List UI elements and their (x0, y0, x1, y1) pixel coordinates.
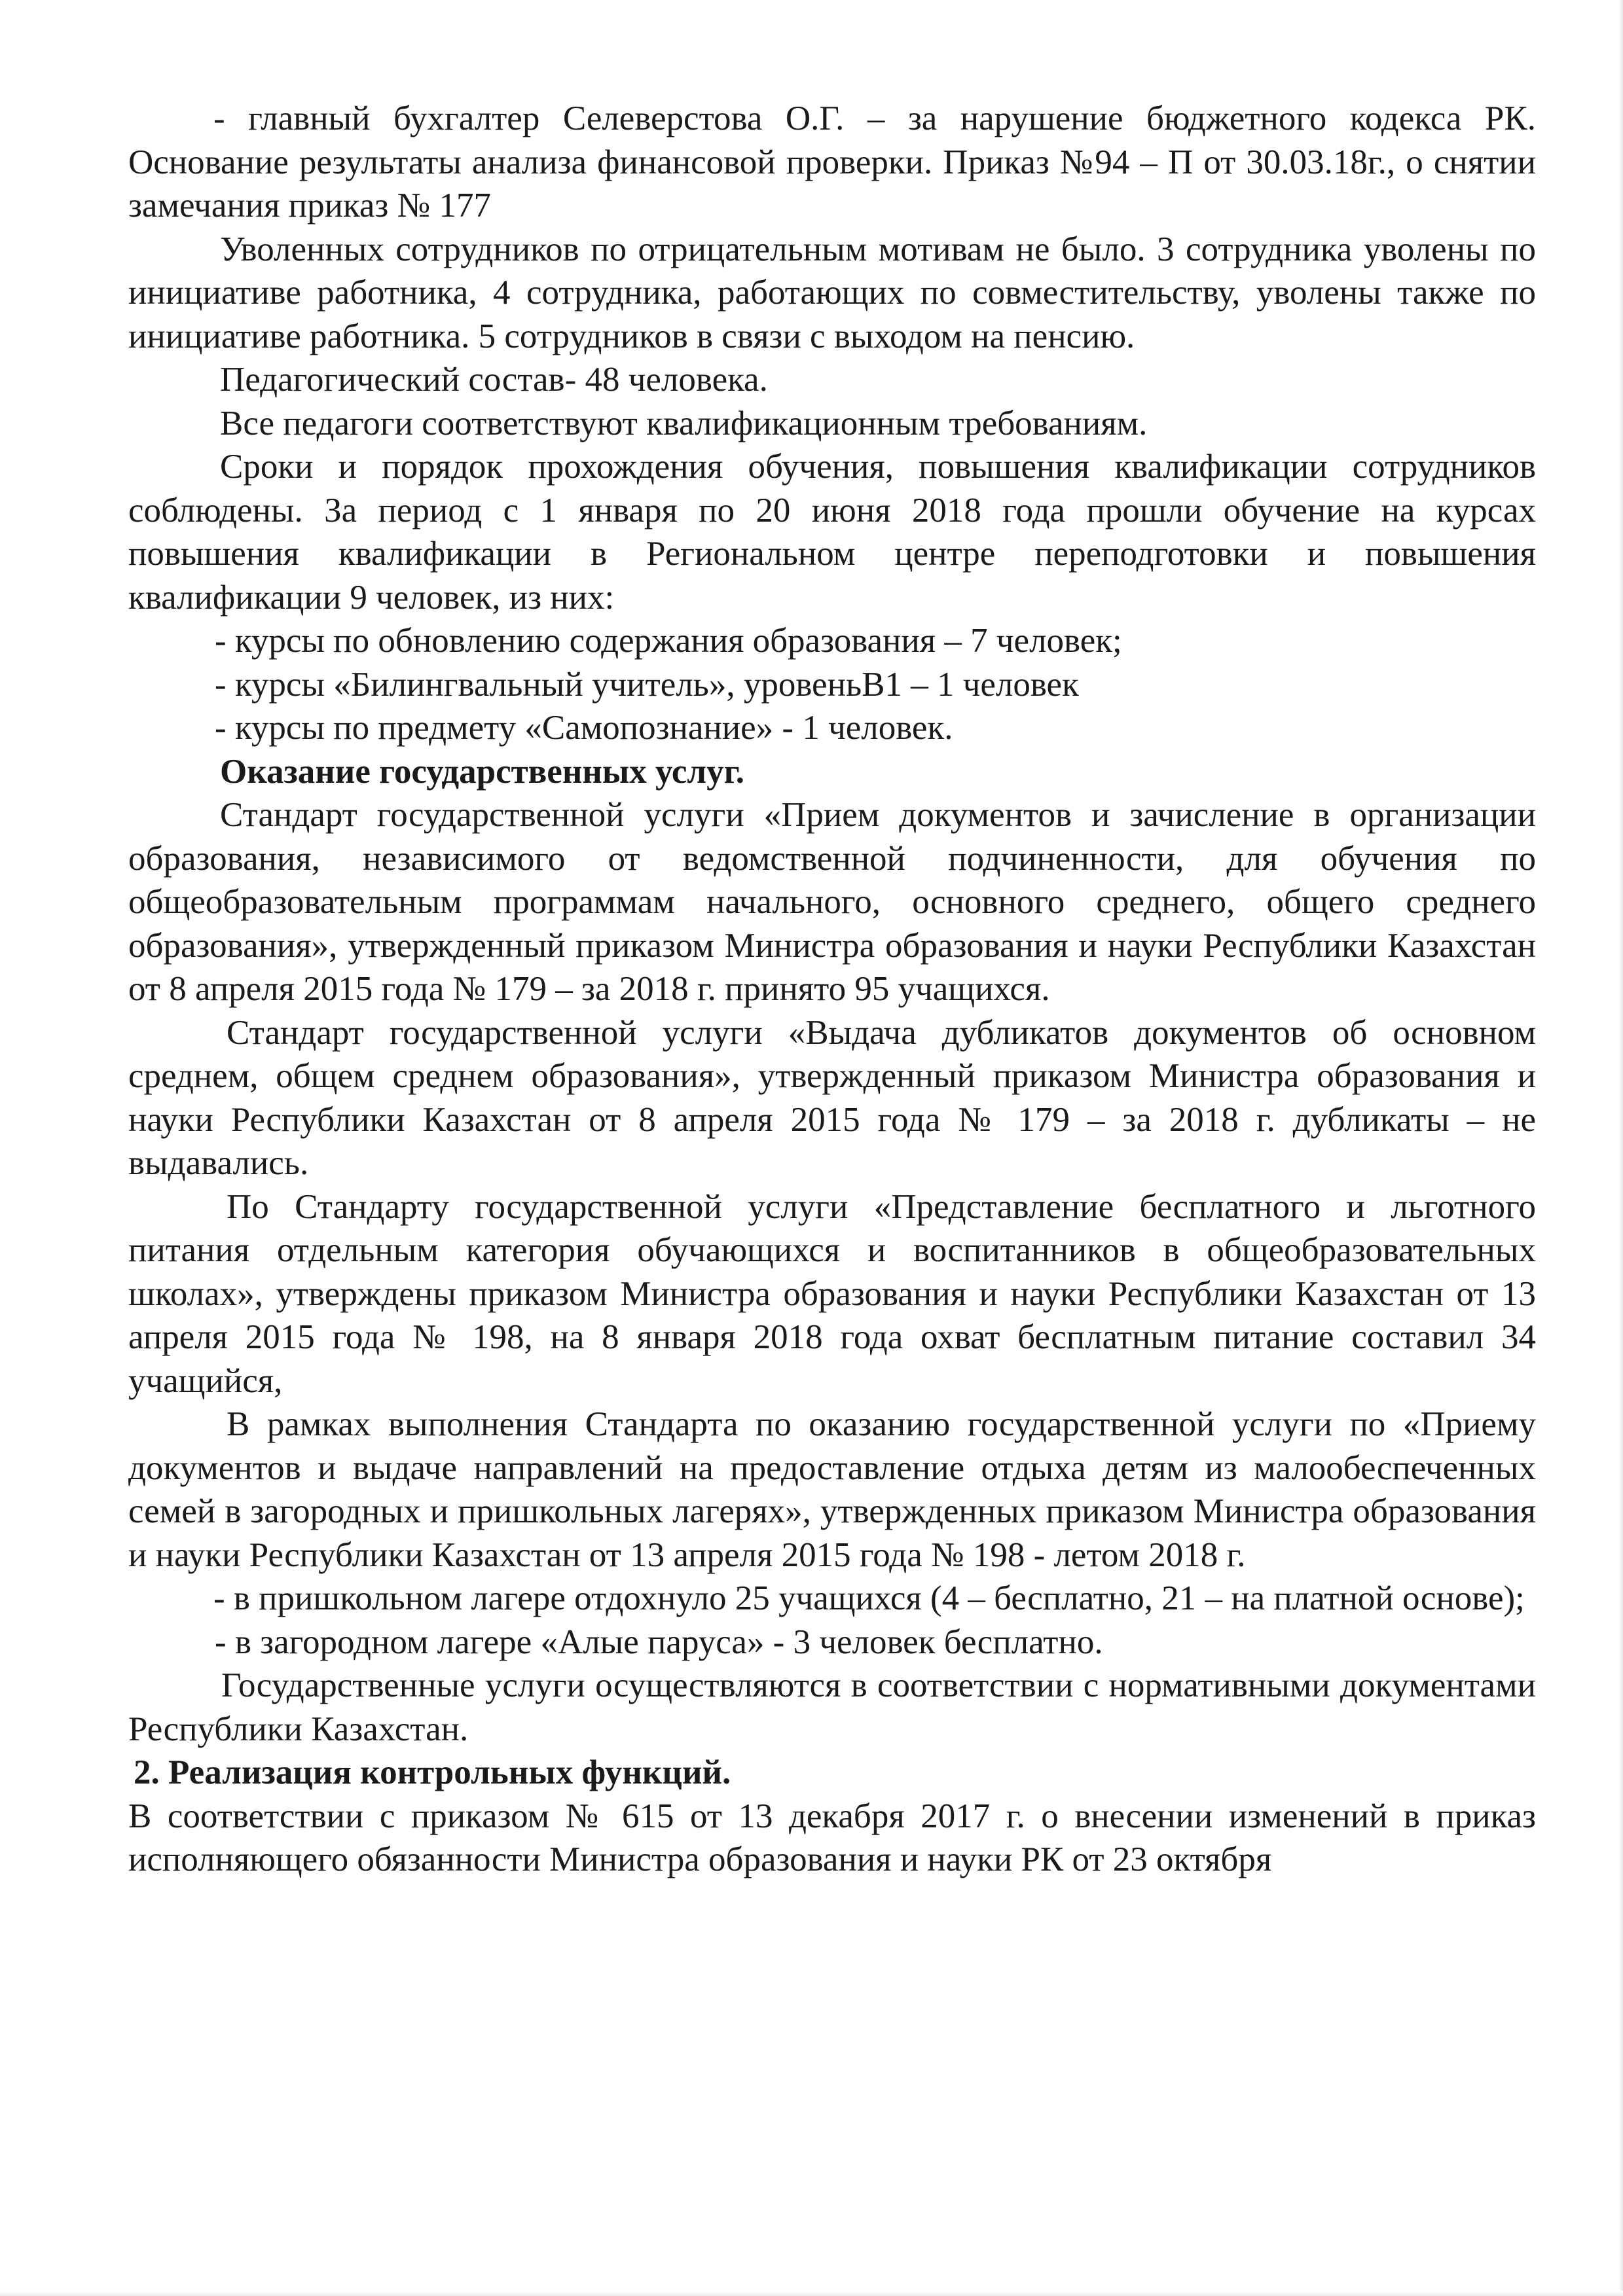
document-body (128, 97, 1536, 1882)
list-item-course-bilingual: - курсы «Билингвальный учитель», уровеньВ1 – 1 человек (215, 665, 1079, 704)
list-item-course-self-knowledge: - курсы по предмету «Самопознание» - 1 человек. (215, 709, 953, 747)
paragraph-order-615: В соответствии с приказом № 615 от 13 декабря 2017 г. о внесении изменений в приказ исполняющего обязанности Министра образования и науки РК от 23 октября (128, 1797, 1536, 1878)
paragraph-camps-standard: В рамках выполнения Стандарта по оказанию государственной услуги по «Приему документов и выдаче направлений на предоставление отдыха детям из малообеспеченных семей в загородных и пришкольных лагерях», утвержденных приказом Министра образования и науки Республики Казахстан от 13 апреля 2015 года № 198 - летом 2018 г. (128, 1405, 1536, 1574)
list-item-school-camp: - в пришкольном лагере отдохнуло 25 учащихся (4 – бесплатно, 21 – на платной основе); (213, 1579, 1525, 1617)
paragraph-services-compliance: Государственные услуги осуществляются в соответствии с нормативными документами Республики Казахстан. (128, 1666, 1536, 1748)
paragraph-duplicates-standard: Стандарт государственной услуги «Выдача дубликатов документов об основном среднем, общем среднем образования», утвержденный приказом Министра образования и науки Республики Казахстан от 8 апреля 2015 года № 179 – за 2018 г. дубликаты – не выдавались. (128, 1013, 1536, 1182)
paragraph-admission-standard: Стандарт государственной услуги «Прием документов и зачисление в организации образования, независимого от ведомственной подчиненности, для обучения по общеобразовательным программам начального, основного среднего, общего среднего образования», утвержденный приказом Министра образования и науки Республики Казахстан от 8 апреля 2015 года № 179 – за 2018 г. принято 95 учащихся. (128, 796, 1536, 1008)
paragraph-dismissed-staff: Уволенных сотрудников по отрицательным мотивам не было. 3 сотрудника уволены по инициативе работника, 4 сотрудника, работающих по совместительству, уволены также по инициативе работника. 5 сотрудников в связи с выходом на пенсию. (128, 230, 1536, 355)
paragraph-chief-accountant: - главный бухгалтер Селеверстова О.Г. – за нарушение бюджетного кодекса РК. Основание результаты анализа финансовой проверки. Приказ №94 – П от 30.03.18г., о снятии замечания приказ № 177 (128, 99, 1536, 224)
paragraph-meals-standard: По Стандарту государственной услуги «Представление бесплатного и льготного питания отдельным категория обучающихся и воспитанников в общеобразовательных школах», утверждены приказом Министра образования и науки Республики Казахстан от 13 апреля 2015 года № 198, на 8 января 2018 года охват бесплатным питание составил 34 учащийся, (128, 1187, 1536, 1400)
section-heading-public-services: Оказание государственных услуг. (220, 752, 745, 791)
scan-edge-bottom (0, 2291, 1623, 2296)
list-item-country-camp: - в загородном лагере «Алые паруса» - 3 человек бесплатно. (215, 1623, 1103, 1661)
paragraph-qualification: Все педагоги соответствуют квалификационным требованиям. (220, 404, 1148, 442)
scan-edge-right (1619, 0, 1623, 2296)
paragraph-training: Сроки и порядок прохождения обучения, повышения квалификации сотрудников соблюдены. За период с 1 января по 20 июня 2018 года прошли обучение на курсах повышения квалификации в Региональном центре переподготовки и повышения квалификации 9 человек, из них: (128, 448, 1536, 617)
list-item-course-content: - курсы по обновлению содержания образования – 7 человек; (215, 622, 1122, 660)
paragraph-teaching-staff: Педагогический состав- 48 человека. (220, 361, 768, 399)
section-heading-control-functions: 2. Реализация контрольных функций. (134, 1753, 731, 1791)
